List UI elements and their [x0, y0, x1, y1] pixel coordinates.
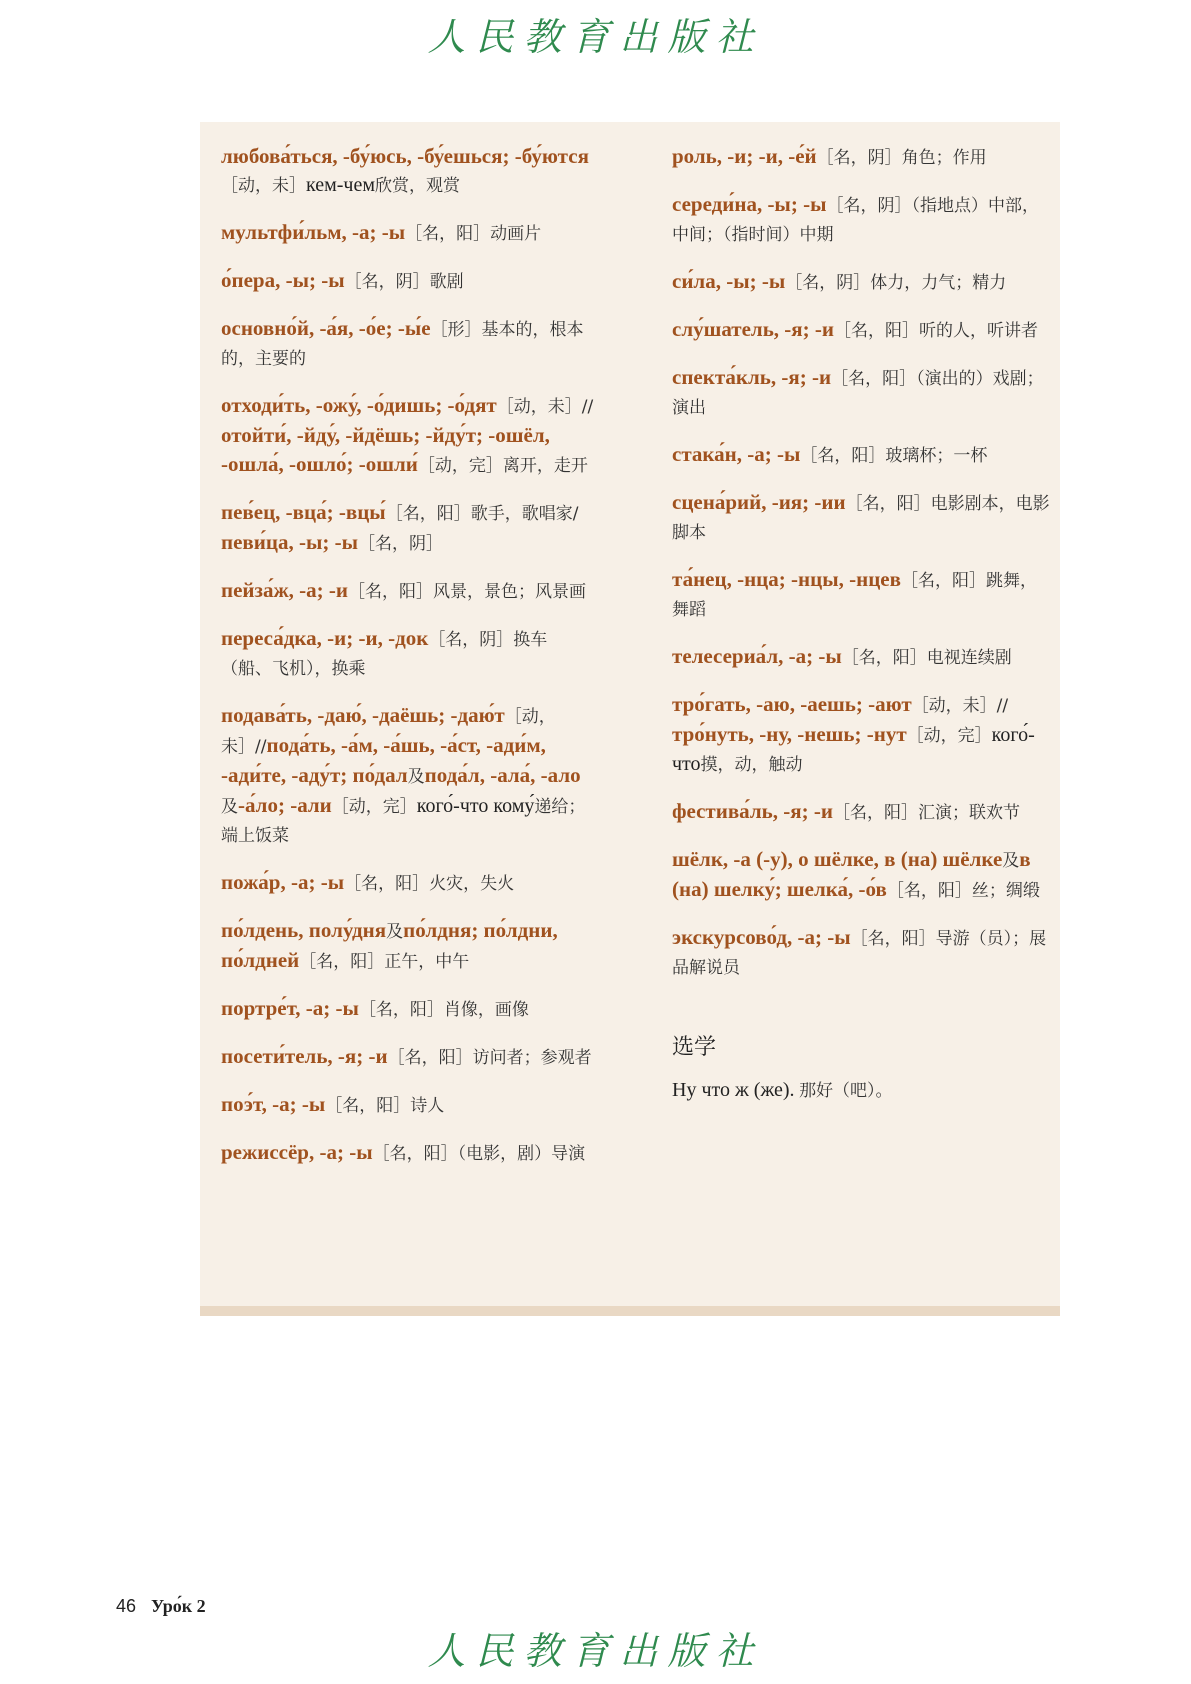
entry-headword: тро́нуть, -ну, -нешь; -нут [672, 722, 907, 746]
entry-translation: 及 [407, 767, 425, 787]
entry-translation: ［名，阳］（电影，剧）导演 [372, 1144, 586, 1164]
entry-translation: ［动，未］ [221, 176, 306, 196]
entry-translation: ［名，阳］（演出的）戏剧；演出 [672, 369, 1044, 418]
entry-headword: портре́т, -а; -ы [221, 996, 359, 1020]
entry-translation: ［名，阳］歌手，歌唱家/ [385, 504, 579, 524]
entry-headword: стака́н, -а; -ы [672, 442, 801, 466]
entry-headword: спекта́кль, -я; -и [672, 365, 832, 389]
panel-bottom-bar [200, 1306, 1060, 1316]
publisher-logo-bottom: 人民教育出版社 [427, 1629, 764, 1673]
entry-headword: экскурсово́д, -а; -ы [672, 925, 851, 949]
entry-headword: си́ла, -ы; -ы [672, 269, 786, 293]
entry-headword: сцена́рий, -ия; -ии [672, 490, 846, 514]
elective-section-title: 选学 [672, 1035, 717, 1060]
publisher-logo-top: 人民教育出版社 [427, 15, 764, 59]
entry-headword: середи́на, -ы; -ы [672, 192, 827, 216]
entry-translation: ［名，阳］跳舞，舞蹈 [672, 571, 1037, 620]
entry-headword: роль, -и; -и, -е́й [672, 144, 817, 168]
entry-translation: ［动，未］// [911, 696, 1009, 716]
vocabulary-entry [221, 916, 596, 976]
entry-headword: шёлк, -а (-у), о шёлке, в (на) шёлке [672, 847, 1003, 871]
entry-translation: ［名，阳］玻璃杯；一杯 [800, 446, 988, 466]
entry-headword: по́лдня; по́лдни, по́лдней [221, 918, 558, 972]
vocabulary-entry [672, 190, 1050, 249]
vocabulary-entry [672, 488, 1050, 547]
entry-translation: ［名，阳］诗人 [325, 1096, 445, 1116]
entry-headword: по́лдень, полу́дня [221, 918, 387, 942]
entry-translation: ［动，完］ [906, 726, 992, 746]
entry-translation: ［名，阳］肖像，画像 [358, 1000, 529, 1020]
elective-phrase [672, 1075, 1050, 1106]
entry-translation: ［名，阴］体力，力气；精力 [785, 273, 1007, 293]
entry-headword: переса́дка, -и; -и, -док [221, 626, 429, 650]
vocabulary-entry [221, 266, 596, 296]
entry-translation: ［名，阴］ [357, 534, 443, 554]
entry-translation: ［名，阳］导游（员）；展品解说员 [672, 929, 1047, 978]
entry-headword: подава́ть, -даю́, -даёшь; -даю́т [221, 703, 505, 727]
entry-translation: 及 [221, 797, 238, 817]
vocabulary-entry [221, 1042, 596, 1072]
entry-translation: ［动，未］// [496, 397, 594, 417]
entry-translation: 及 [1002, 851, 1020, 871]
vocabulary-entry [221, 868, 596, 898]
vocabulary-entry [221, 498, 596, 558]
vocabulary-entry [221, 994, 596, 1024]
vocabulary-entry [221, 391, 596, 480]
vocabulary-entry [672, 363, 1050, 422]
entry-government: кого́-что [672, 724, 1035, 775]
entry-headword: та́нец, -нца; -нцы, -нцев [672, 567, 901, 591]
elective-phrase-chinese: 那好（吧）。 [799, 1081, 893, 1101]
page-footer [116, 1596, 206, 1617]
entry-headword: отойти́, -йду́, -йдёшь; -йду́т; -ошёл, -ошла́, -ошло́; -ошли́ [221, 423, 550, 476]
vocabulary-entry [672, 142, 1050, 172]
entry-headword: режиссёр, -а; -ы [221, 1140, 373, 1164]
entry-translation: ［名，阳］访问者；参观者 [387, 1048, 592, 1068]
entry-headword: фестива́ль, -я; -и [672, 799, 833, 823]
vocabulary-entry [221, 1138, 596, 1168]
entry-translation: ［名，阳］汇演；联欢节 [832, 803, 1020, 823]
entry-translation: ［名，阳］听的人，听讲者 [834, 321, 1039, 341]
entry-headword: -а́ло; -али [238, 793, 332, 817]
entry-headword: в (на) шелку́; шелка́, -о́в [672, 847, 1031, 901]
entry-headword: отходи́ть, -ожу́, -о́дишь; -о́дят [221, 393, 497, 417]
vocabulary-entry [221, 701, 596, 850]
vocabulary-entry [672, 565, 1050, 624]
vocabulary-entry [221, 314, 596, 373]
entry-translation: ［名，阳］正午，中午 [299, 952, 470, 972]
elective-phrase-russian: Ну что ж (же). [672, 1079, 795, 1101]
vocabulary-entry [672, 923, 1050, 982]
entry-headword: пев́ец, -вца́; -вцы́ [221, 500, 386, 524]
entry-headword: мультфи́льм, -а; -ы [221, 220, 406, 244]
entry-translation: 及 [386, 922, 404, 942]
entry-headword: основно́й, -а́я, -о́е; -ы́е [221, 316, 431, 340]
entry-translation: ［动，未］// [221, 707, 556, 757]
entry-translation: ［名，阴］（指地点）中部，中间；（指时间）中期 [672, 196, 1039, 245]
entry-headword: пейза́ж, -а; -и [221, 578, 349, 602]
entry-headword: пода́л, -ала́, -ало [424, 763, 581, 787]
entry-translation: 递给；端上饭菜 [221, 797, 586, 846]
entry-government: кем-чем [306, 174, 376, 196]
entry-headword: певи́ца, -ы; -ы [221, 530, 358, 554]
entry-translation: ［名，阳］电视连续剧 [841, 648, 1012, 668]
entry-translation: ［名，阴］歌剧 [344, 272, 464, 292]
entry-headword: телесериа́л, -а; -ы [672, 644, 842, 668]
entry-headword: любова́ться, -бу́юсь, -бу́ешься; -бу́ются [221, 144, 589, 168]
entry-translation: ［名，阳］丝；绸缎 [886, 881, 1040, 901]
entry-translation: ［名，阳］火灾，失火 [344, 874, 515, 894]
entry-translation: 摸，动，触动 [700, 755, 803, 775]
entry-translation: ［动，完］ [331, 797, 417, 817]
entry-translation: ［名，阳］动画片 [405, 224, 542, 244]
entry-translation: 欣赏，观赏 [375, 176, 461, 196]
entry-translation: ［名，阴］换车（船、飞机），换乘 [221, 630, 548, 679]
vocabulary-column-left [221, 142, 596, 1186]
entry-headword: пожа́р, -а; -ы [221, 870, 345, 894]
entry-headword: тро́гать, -аю, -аешь; -ают [672, 692, 912, 716]
page-number: 46 [116, 1596, 137, 1616]
vocabulary-entry [221, 218, 596, 248]
entry-translation: ［动，完］离开，走开 [417, 456, 588, 476]
entry-headword: посети́тель, -я; -и [221, 1044, 388, 1068]
entry-headword: поэ́т, -а; -ы [221, 1092, 326, 1116]
vocabulary-entry [221, 1090, 596, 1120]
entry-translation: ［名，阴］角色；作用 [816, 148, 987, 168]
vocabulary-entry [672, 642, 1050, 672]
lesson-label: Уро́к 2 [151, 1596, 206, 1616]
vocabulary-entry [221, 624, 596, 683]
entry-translation: ［形］基本的，根本的，主要的 [221, 320, 584, 369]
vocabulary-entry [672, 440, 1050, 470]
vocabulary-column-right [672, 142, 1050, 1106]
vocabulary-entry [672, 797, 1050, 827]
entry-translation: ［名，阳］电影剧本，电影脚本 [672, 494, 1050, 543]
vocabulary-entry [672, 845, 1050, 905]
vocabulary-entry [672, 690, 1050, 779]
entry-translation: ［名，阳］风景，景色；风景画 [348, 582, 587, 602]
entry-headword: о́пера, -ы; -ы [221, 268, 345, 292]
vocabulary-entry [672, 315, 1050, 345]
vocabulary-entry [672, 267, 1050, 297]
entry-headword: пода́ть, -а́м, -а́шь, -а́ст, -ади́м, -ади́те, -аду́т; по́дал [221, 733, 546, 787]
vocabulary-entry [221, 576, 596, 606]
entry-government: кого́-что кому́ [416, 795, 535, 817]
vocabulary-entry [221, 142, 596, 200]
entry-headword: слу́шатель, -я; -и [672, 317, 835, 341]
